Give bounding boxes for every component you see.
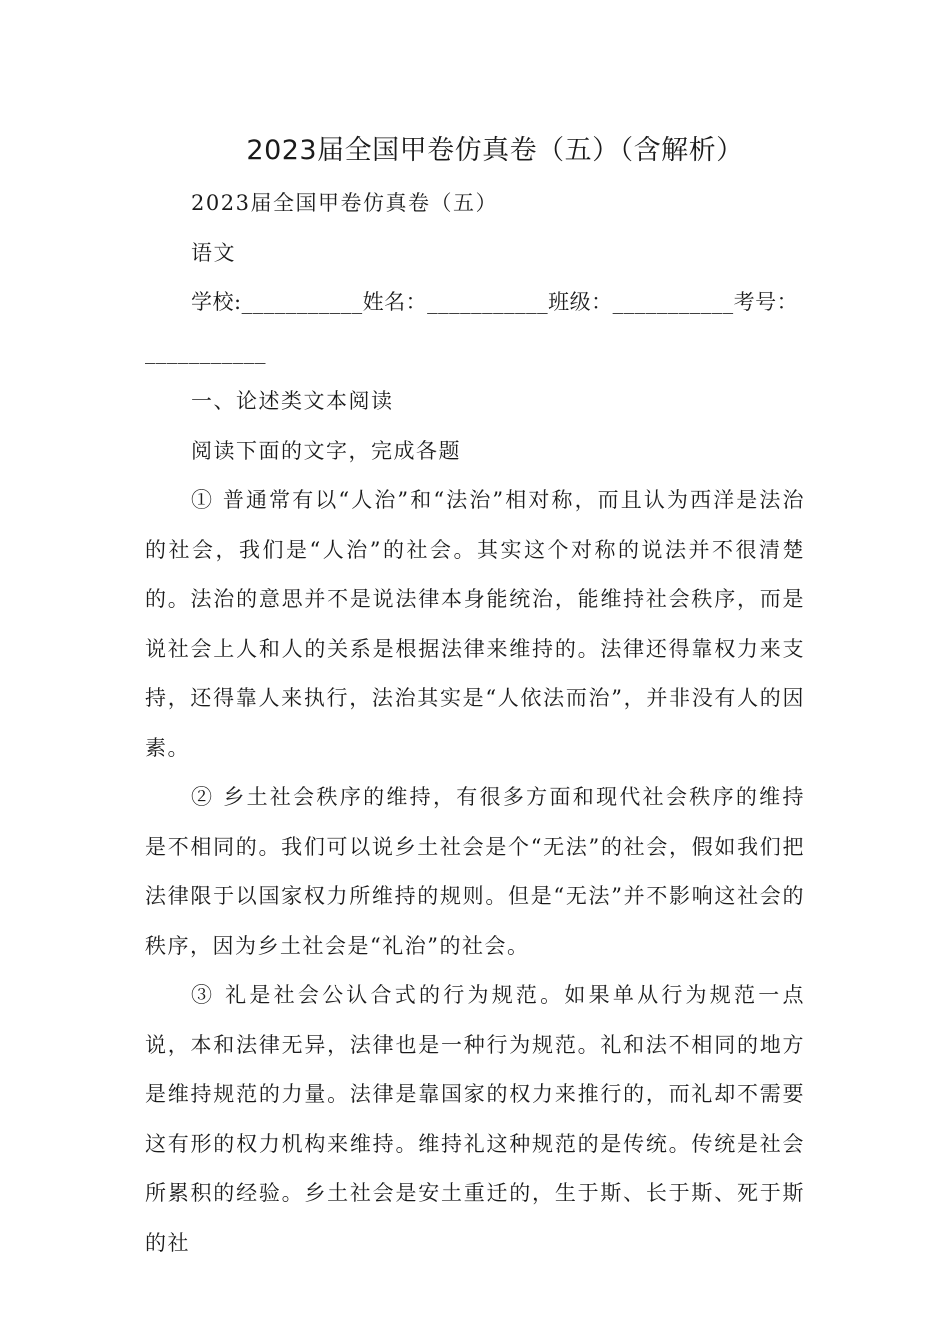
student-info-line: 学校:___________姓名：___________班级：___________考号：___________ — [145, 290, 799, 364]
document-body — [145, 179, 805, 1268]
subject-label: 语文 — [191, 240, 236, 265]
document-title: 2023届全国甲卷仿真卷（五）（含解析） — [246, 135, 744, 166]
section-heading: 一、论述类文本阅读 — [191, 389, 394, 413]
exam-title: 2023届全国甲卷仿真卷（五） — [191, 191, 498, 215]
passage-paragraph-1: ① 普通常有以“人治”和“法治”相对称，而且认为西洋是法治的社会，我们是“人治”的社会。其实这个对称的说法并不很清楚的。法治的意思并不是说法律本身能统治，能维持社会秩序，而是说社会上人和人的关系是根据法律来维持的。法律还得靠权力来支持，还得靠人来执行，法治其实是“人依法而治”，并非没有人的因素。 — [145, 488, 805, 760]
passage-paragraph-2: ② 乡土社会秩序的维持，有很多方面和现代社会秩序的维持是不相同的。我们可以说乡土社会是个“无法”的社会，假如我们把法律限于以国家权力所维持的规则。但是“无法”并不影响这社会的秩序，因为乡土社会是“礼治”的社会。 — [145, 785, 805, 958]
reading-instruction: 阅读下面的文字，完成各题 — [191, 438, 461, 463]
passage-paragraph-3: ③ 礼是社会公认合式的行为规范。如果单从行为规范一点说，本和法律无异，法律也是一种行为规范。礼和法不相同的地方是维持规范的力量。法律是靠国家的权力来推行的，而礼却不需要这有形的权力机构来维持。维持礼这种规范的是传统。传统是社会所累积的经验。乡土社会是安土重迁的，生于斯、长于斯、死于斯的社 — [145, 983, 805, 1255]
